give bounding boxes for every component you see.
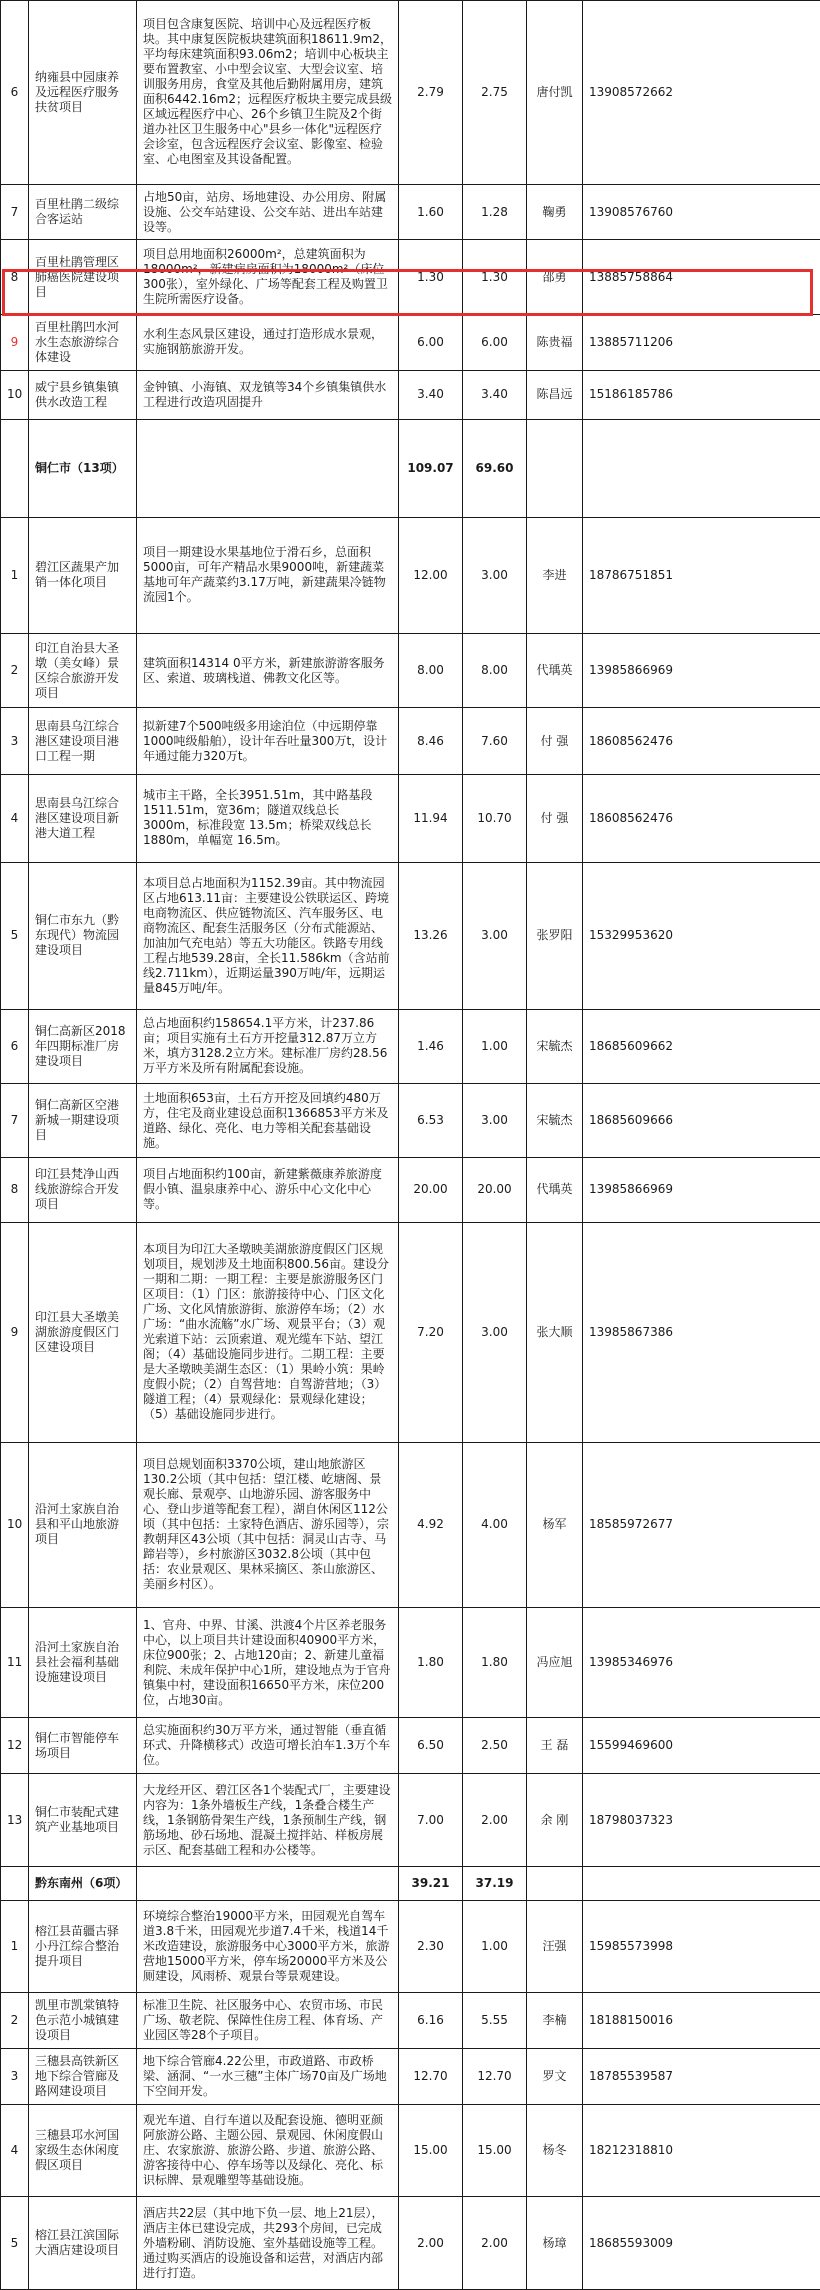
total-investment-cell: 3.40 [399, 370, 463, 420]
table-row [1, 1083, 820, 1157]
project-name-cell: 百里杜鹃二级综合客运站 [29, 184, 137, 240]
row-number-cell: 2 [1, 634, 29, 708]
contact-phone-cell: 18798037323 [583, 1774, 820, 1866]
row-number-cell: 7 [1, 1083, 29, 1157]
table-row [1, 2197, 820, 2290]
project-name-cell: 三穗县邛水河国家级生态休闲度假区项目 [29, 2104, 137, 2196]
total-investment-cell: 7.00 [399, 1774, 463, 1866]
project-description-cell: 拟新建7个500吨级多用途泊位（中远期停靠1000吨级船舶），设计年吞吐量300万t，设计年通过能力320万t。 [137, 708, 399, 775]
contact-person-cell: 杨军 [527, 1442, 583, 1607]
annual-investment-cell: 1.80 [463, 1607, 527, 1718]
row-number-cell: 3 [1, 2049, 29, 2105]
annual-investment-cell: 4.00 [463, 1442, 527, 1607]
total-investment-cell: 6.50 [399, 1718, 463, 1774]
annual-investment-cell: 69.60 [463, 420, 527, 517]
project-description-cell: 占地50亩，站房、场地建设、办公用房、附属设施、公交车站建设、公交车站、进出车站建设等。 [137, 184, 399, 240]
row-number-cell: 4 [1, 775, 29, 863]
project-description-cell [137, 420, 399, 517]
table-row [1, 517, 820, 634]
contact-person-cell: 汪强 [527, 1900, 583, 1992]
total-investment-cell: 109.07 [399, 420, 463, 517]
project-name-cell: 榕江县苗疆古驿小丹江综合整治提升项目 [29, 1900, 137, 1992]
project-description-cell: 金钟镇、小海镇、双龙镇等34个乡镇集镇供水工程进行改造巩固提升 [137, 370, 399, 420]
annual-investment-cell: 3.40 [463, 370, 527, 420]
table-row [1, 1442, 820, 1607]
contact-person-cell: 代瑀英 [527, 1158, 583, 1222]
annual-investment-cell: 1.30 [463, 240, 527, 314]
contact-phone-cell: 13885758864 [583, 240, 820, 314]
total-investment-cell: 39.21 [399, 1866, 463, 1900]
total-investment-cell: 1.80 [399, 1607, 463, 1718]
total-investment-cell: 2.79 [399, 1, 463, 185]
row-number-cell: 5 [1, 862, 29, 1009]
total-investment-cell: 13.26 [399, 862, 463, 1009]
annual-investment-cell: 1.00 [463, 1009, 527, 1083]
project-description-cell: 建筑面积14314 0平方米，新建旅游游客服务区、索道、玻璃栈道、佛教文化区等。 [137, 634, 399, 708]
contact-person-cell: 李进 [527, 517, 583, 634]
row-number-cell: 5 [1, 2197, 29, 2290]
contact-person-cell: 张大顺 [527, 1222, 583, 1442]
project-description-cell: 大龙经开区、碧江区各1个装配式厂，主要建设内容为：1条外墙板生产线，1条叠合楼生产线，1条钢筋骨架生产线，1条预制生产线，钢筋场地、砂石场地、混凝土搅拌站、样板房展示区、配套基础工程和办公楼等。 [137, 1774, 399, 1866]
contact-person-cell [527, 420, 583, 517]
project-description-cell: 标准卫生院、社区服务中心、农贸市场、市民广场、敬老院、保障性住房工程、体育场、产业园区等28个子项目。 [137, 1993, 399, 2049]
total-investment-cell: 1.30 [399, 240, 463, 314]
table-row [1, 370, 820, 420]
table-row [1, 1222, 820, 1442]
contact-phone-cell: 18188150016 [583, 1993, 820, 2049]
total-investment-cell: 8.46 [399, 708, 463, 775]
annual-investment-cell: 1.28 [463, 184, 527, 240]
table-row [1, 1900, 820, 1992]
contact-phone-cell: 18608562476 [583, 775, 820, 863]
contact-person-cell: 付 强 [527, 708, 583, 775]
project-description-cell: 项目包含康复医院、培训中心及远程医疗板块。其中康复医院板块建筑面积18611.9m2，平均每床建筑面积93.06m2；培训中心板块主要布置教室、小中型会议室、大型会议室、培训服务用房，食堂及其他后勤附属用房，建筑面积6442.16m2；远程医疗板块主要完成县级区域远程医疗中心、26个乡镇卫生院及2个街道办社区卫生服务中心"县乡一体化"远程医疗会诊室，包含远程医疗会议室、影像室、检验室、心电图室及其设备配置。 [137, 1, 399, 185]
contact-phone-cell: 18608562476 [583, 708, 820, 775]
total-investment-cell: 2.00 [399, 2197, 463, 2290]
row-number-cell: 1 [1, 517, 29, 634]
contact-person-cell: 王 磊 [527, 1718, 583, 1774]
project-name-cell: 碧江区蔬果产加销一体化项目 [29, 517, 137, 634]
project-description-cell: 本项目总占地面积为1152.39亩。其中物流园区占地613.11亩：主要建设公铁联运区、跨境电商物流区、供应链物流区、汽车服务区、电商物流区、配套生活服务区（分布式能源站、加油加气充电站）等五大功能区。铁路专用线工程占地539.28亩，全长11.586km（含站前线2.711km），近期运量390万吨/年，远期运量845万吨/年。 [137, 862, 399, 1009]
annual-investment-cell: 2.75 [463, 1, 527, 185]
contact-phone-cell: 18585972677 [583, 1442, 820, 1607]
project-description-cell: 城市主干路，全长3951.51m，其中路基段 1511.51m，宽36m；隧道双线总长 3000m，标准段宽 13.5m；桥梁双线总长 1880m，单幅宽 16.5m。 [137, 775, 399, 863]
contact-person-cell: 宋毓杰 [527, 1009, 583, 1083]
row-number-cell: 9 [1, 314, 29, 370]
contact-phone-cell: 18685609666 [583, 1083, 820, 1157]
project-description-cell [137, 1866, 399, 1900]
table-row [1, 1, 820, 185]
contact-person-cell [527, 1866, 583, 1900]
project-name-cell: 铜仁市东九（黔东现代）物流园建设项目 [29, 862, 137, 1009]
total-investment-cell: 1.46 [399, 1009, 463, 1083]
contact-phone-cell: 18685593009 [583, 2197, 820, 2290]
annual-investment-cell: 20.00 [463, 1158, 527, 1222]
contact-person-cell: 宋毓杰 [527, 1083, 583, 1157]
project-name-cell: 铜仁高新区空港新城一期建设项目 [29, 1083, 137, 1157]
annual-investment-cell: 5.55 [463, 1993, 527, 2049]
project-name-cell: 纳雍县中园康养及远程医疗服务扶贫项目 [29, 1, 137, 185]
table-row [1, 1607, 820, 1718]
row-number-cell: 4 [1, 2104, 29, 2196]
row-number-cell: 9 [1, 1222, 29, 1442]
table-row [1, 634, 820, 708]
contact-phone-cell: 18786751851 [583, 517, 820, 634]
annual-investment-cell: 3.00 [463, 517, 527, 634]
project-description-cell: 观光车道、自行车道以及配套设施、德明亚颜阿旅游公路、主题公园、景观园、休闲度假山庄、农家旅游、旅游公路、步道、旅游公路、游客接待中心、停车场等以及绿化、亮化、标识标牌、景观雕塑等基础设施。 [137, 2104, 399, 2196]
contact-phone-cell: 15186185786 [583, 370, 820, 420]
project-name-cell: 印江自治县大圣墩（美女峰）景区综合旅游开发项目 [29, 634, 137, 708]
project-name-cell: 百里杜鹃凹水河水生态旅游综合体建设 [29, 314, 137, 370]
project-name-cell: 铜仁市装配式建筑产业基地项目 [29, 1774, 137, 1866]
contact-person-cell: 唐付凯 [527, 1, 583, 185]
table-row [1, 1774, 820, 1866]
annual-investment-cell: 10.70 [463, 775, 527, 863]
contact-person-cell: 李楠 [527, 1993, 583, 2049]
project-description-cell: 总占地面积约158654.1平方米，计237.86亩；项目实施有土石方开挖量312.87万立方米，填方3128.2立方米。建标准厂房约28.56万平方米及所有附属配套设施。 [137, 1009, 399, 1083]
table-row [1, 1718, 820, 1774]
total-investment-cell: 11.94 [399, 775, 463, 863]
total-investment-cell: 6.16 [399, 1993, 463, 2049]
annual-investment-cell: 3.00 [463, 862, 527, 1009]
row-number-cell: 3 [1, 708, 29, 775]
row-number-cell: 1 [1, 1900, 29, 1992]
project-name-cell: 铜仁市（13项） [29, 420, 137, 517]
project-name-cell: 铜仁高新区2018年四期标准厂房建设项目 [29, 1009, 137, 1083]
contact-person-cell: 张罗阳 [527, 862, 583, 1009]
contact-phone-cell [583, 1866, 820, 1900]
project-description-cell: 酒店共22层（其中地下负一层、地上21层），酒店主体已建设完成，共293个房间，已完成外墙粉刷、消防设施、室外基础设施等工程。通过购买酒店的设施设备和运营，对酒店内部进行打造。 [137, 2197, 399, 2290]
annual-investment-cell: 1.00 [463, 1900, 527, 1992]
contact-person-cell: 付 强 [527, 775, 583, 863]
project-name-cell: 黔东南州（6项） [29, 1866, 137, 1900]
contact-phone-cell: 15985573998 [583, 1900, 820, 1992]
total-investment-cell: 6.00 [399, 314, 463, 370]
contact-phone-cell: 13908576760 [583, 184, 820, 240]
row-number-cell: 10 [1, 370, 29, 420]
contact-phone-cell: 15329953620 [583, 862, 820, 1009]
total-investment-cell: 12.00 [399, 517, 463, 634]
contact-phone-cell: 13985867386 [583, 1222, 820, 1442]
total-investment-cell: 2.30 [399, 1900, 463, 1992]
row-number-cell: 13 [1, 1774, 29, 1866]
project-description-cell: 项目一期建设水果基地位于滑石乡，总面积5000亩，可年产精品水果9000吨，新建蔬菜基地可年产蔬菜约3.17万吨，新建蔬果冷链物流园1个。 [137, 517, 399, 634]
table-row [1, 1993, 820, 2049]
contact-phone-cell: 18212318810 [583, 2104, 820, 2196]
project-description-cell: 水利生态风景区建设，通过打造形成水景观，实施钢筋旅游开发。 [137, 314, 399, 370]
project-name-cell: 威宁县乡镇集镇供水改造工程 [29, 370, 137, 420]
contact-phone-cell: 18685609662 [583, 1009, 820, 1083]
project-description-cell: 总实施面积约30万平方米，通过智能（垂直循环式、升降横移式）改造可增长泊车1.3万个车位。 [137, 1718, 399, 1774]
contact-phone-cell: 18785539587 [583, 2049, 820, 2105]
annual-investment-cell: 2.50 [463, 1718, 527, 1774]
annual-investment-cell: 12.70 [463, 2049, 527, 2105]
total-investment-cell: 15.00 [399, 2104, 463, 2196]
contact-person-cell: 代瑀英 [527, 634, 583, 708]
contact-person-cell: 冯应旭 [527, 1607, 583, 1718]
table-row [1, 862, 820, 1009]
contact-phone-cell: 13985866969 [583, 1158, 820, 1222]
project-description-cell: 环境综合整治19000平方米，田园观光自驾车道3.8千米，田园观光步道7.4千米，栈道14千米改造建设，旅游服务中心3000平方米，旅游营地15000平方米，停车场20000平方米及公厕建设，风雨桥、观景台等景观建设。 [137, 1900, 399, 1992]
section-row [1, 1866, 820, 1900]
project-description-cell: 本项目为印江大圣墩映美湖旅游度假区门区规划项目，规划涉及土地面积800.56亩。建设分一期和二期：一期工程：主要是旅游服务区门区项目：（1）门区：旅游接待中心、门区文化广场、文化风情旅游街、旅游停车场；（2）水广场：“曲水流觞”水广场、观景平台；（3）观光索道下站：云顶索道、观光缆车下站、望江阁；（4）基础设施同步进行。二期工程：主要是大圣墩映美湖生态区：（1）果岭小筑：果岭度假小院；（2）自驾营地：自驾游营地；（3）隧道工程；（4）景观绿化：景观绿化建设；（5）基础设施同步进行。 [137, 1222, 399, 1442]
total-investment-cell: 20.00 [399, 1158, 463, 1222]
contact-phone-cell: 13985346976 [583, 1607, 820, 1718]
row-number-cell: 6 [1, 1, 29, 185]
annual-investment-cell: 3.00 [463, 1083, 527, 1157]
project-name-cell: 沿河土家族自治县和平山地旅游项目 [29, 1442, 137, 1607]
project-name-cell: 印江县梵净山西线旅游综合开发项目 [29, 1158, 137, 1222]
annual-investment-cell: 15.00 [463, 2104, 527, 2196]
row-number-cell: 8 [1, 1158, 29, 1222]
project-name-cell: 铜仁市智能停车场项目 [29, 1718, 137, 1774]
contact-person-cell: 鞠勇 [527, 184, 583, 240]
row-number-cell [1, 1866, 29, 1900]
table-row [1, 708, 820, 775]
row-number-cell: 11 [1, 1607, 29, 1718]
contact-person-cell: 邵勇 [527, 240, 583, 314]
total-investment-cell: 4.92 [399, 1442, 463, 1607]
annual-investment-cell: 37.19 [463, 1866, 527, 1900]
contact-phone-cell [583, 420, 820, 517]
table-row [1, 1009, 820, 1083]
table-row [1, 184, 820, 240]
project-name-cell: 思南县乌江综合港区建设项目新港大道工程 [29, 775, 137, 863]
contact-person-cell: 杨冬 [527, 2104, 583, 2196]
contact-person-cell: 余 刚 [527, 1774, 583, 1866]
contact-person-cell: 陈昌远 [527, 370, 583, 420]
total-investment-cell: 7.20 [399, 1222, 463, 1442]
contact-phone-cell: 13908572662 [583, 1, 820, 185]
project-description-cell: 1、官舟、中界、甘溪、洪渡4个片区养老服务中心，以上项目共计建设面积40900平方米，床位900张；2、占地120亩；2、新建儿童福利院、未成年保护中心1所，建设地点为于官舟镇集中村，建设面积16650平方米，床位200位，占地30亩。 [137, 1607, 399, 1718]
table-row [1, 775, 820, 863]
row-number-cell [1, 420, 29, 517]
row-number-cell: 10 [1, 1442, 29, 1607]
annual-investment-cell: 6.00 [463, 314, 527, 370]
project-name-cell: 三穗县高铁新区地下综合管廊及路网建设项目 [29, 2049, 137, 2105]
project-name-cell: 印江县大圣墩美湖旅游度假区门区建设项目 [29, 1222, 137, 1442]
project-name-cell: 榕江县江滨国际大酒店建设项目 [29, 2197, 137, 2290]
project-description-cell: 项目总用地面积26000m²，总建筑面积为18000m²，新建病房面积为18000m²（床位300张），室外绿化、广场等配套工程及购置卫生院所需医疗设备。 [137, 240, 399, 314]
project-description-cell: 项目占地面积约100亩，新建紫薇康养旅游度假小镇、温泉康养中心、游乐中心文化中心等。 [137, 1158, 399, 1222]
annual-investment-cell: 2.00 [463, 1774, 527, 1866]
row-number-cell: 8 [1, 240, 29, 314]
project-name-cell: 百里杜鹃管理区肺癌医院建设项目 [29, 240, 137, 314]
project-description-cell: 地下综合管廊4.22公里，市政道路、市政桥梁、涵洞、“一水三穗”主体广场70亩及广场地下空间开发。 [137, 2049, 399, 2105]
contact-phone-cell: 13985866969 [583, 634, 820, 708]
table-row [1, 240, 820, 314]
annual-investment-cell: 3.00 [463, 1222, 527, 1442]
contact-person-cell: 陈贵福 [527, 314, 583, 370]
project-description-cell: 土地面积653亩，土石方开挖及回填约480万方，住宅及商业建设总面积1366853平方米及道路、绿化、亮化、电力等相关配套基础设施。 [137, 1083, 399, 1157]
contact-person-cell: 罗文 [527, 2049, 583, 2105]
table-row [1, 2104, 820, 2196]
table-row [1, 314, 820, 370]
row-number-cell: 7 [1, 184, 29, 240]
total-investment-cell: 6.53 [399, 1083, 463, 1157]
row-number-cell: 12 [1, 1718, 29, 1774]
row-number-cell: 2 [1, 1993, 29, 2049]
contact-person-cell: 杨璋 [527, 2197, 583, 2290]
section-row [1, 420, 820, 517]
project-name-cell: 思南县乌江综合港区建设项目港口工程一期 [29, 708, 137, 775]
annual-investment-cell: 8.00 [463, 634, 527, 708]
annual-investment-cell: 2.00 [463, 2197, 527, 2290]
row-number-cell: 6 [1, 1009, 29, 1083]
project-description-cell: 项目总规划面积3370公顷，建山地旅游区130.2公顷（其中包括：望江楼、屹塘阁、景观长廊、景观亭、山地游乐园、游客服务中心、登山步道等配套工程），湖自休闲区112公顷（其中包括：土家特色酒店、游乐园等），宗教朝拜区43公顷（其中包括：洞灵山古寺、马蹄岩等），乡村旅游区3032.8公顷（其中包括：农业景观区、果林采摘区、茶山旅游区、美丽乡村区）。 [137, 1442, 399, 1607]
contact-phone-cell: 13885711206 [583, 314, 820, 370]
project-name-cell: 沿河土家族自治县社会福利基础设施建设项目 [29, 1607, 137, 1718]
annual-investment-cell: 7.60 [463, 708, 527, 775]
total-investment-cell: 8.00 [399, 634, 463, 708]
total-investment-cell: 1.60 [399, 184, 463, 240]
table-row [1, 2049, 820, 2105]
table-row [1, 1158, 820, 1222]
project-name-cell: 凯里市凯棠镇特色示范小城镇建设项目 [29, 1993, 137, 2049]
contact-phone-cell: 15599469600 [583, 1718, 820, 1774]
total-investment-cell: 12.70 [399, 2049, 463, 2105]
